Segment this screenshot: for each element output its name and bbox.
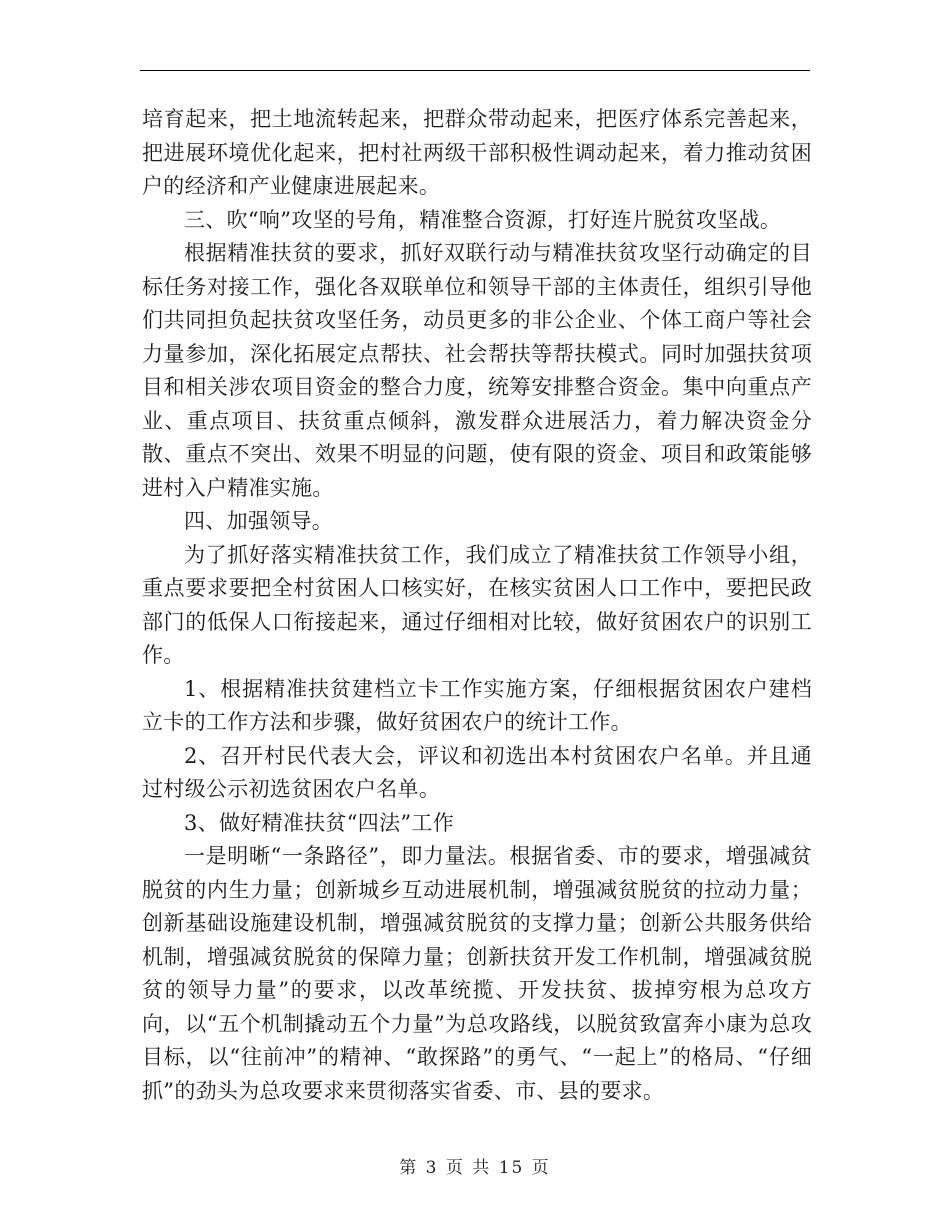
list-item-3: 3、做好精准扶贫“四法”工作 bbox=[184, 810, 455, 835]
paragraph-5: 为了抓好落实精准扶贫工作，我们成立了精准扶贫工作领导小组，重点要求要把全村贫困人口核实好，在核实贫困人口工作中，要把民政部门的低保人口衔接起来，通过仔细相对比较，做好贫困农户的识别工作。 bbox=[142, 542, 812, 667]
list-item-1: 1、根据精准扶贫建档立卡工作实施方案，仔细根据贫困农户建档立卡的工作方法和步骤，做好贫困农户的统计工作。 bbox=[142, 676, 812, 734]
section-heading-3: 三、吹“响”攻坚的号角，精准整合资源，打好连片脱贫攻坚战。 bbox=[184, 207, 782, 232]
paragraph-3: 根据精准扶贫的要求，抓好双联行动与精准扶贫攻坚行动确定的目标任务对接工作，强化各双联单位和领导干部的主体责任，组织引导他们共同担负起扶贫攻坚任务，动员更多的非公企业、个体工商户等社会力量参加，深化拓展定点帮扶、社会帮扶等帮扶模式。同时加强扶贫项目和相关涉农项目资金的整合力度，统筹安排整合资金。集中向重点产业、重点项目、扶贫重点倾斜，激发群众进展活力，着力解决资金分散、重点不突出、效果不明显的问题，使有限的资金、项目和政策能够进村入户精准实施。 bbox=[142, 241, 812, 500]
list-item-2: 2、召开村民代表大会，评议和初选出本村贫困农户名单。并且通过村级公示初选贫困农户名单。 bbox=[142, 743, 812, 801]
document-body bbox=[142, 103, 812, 1108]
paragraph-1: 培育起来，把土地流转起来，把群众带动起来，把医疗体系完善起来，把进展环境优化起来，把村社两级干部积极性调动起来，着力推动贫困户的经济和产业健康进展起来。 bbox=[142, 107, 812, 198]
paragraph-9: 一是明晰“一条路径”，即力量法。根据省委、市的要求，增强减贫脱贫的内生力量；创新城乡互动进展机制，增强减贫脱贫的拉动力量；创新基础设施建设机制，增强减贫脱贫的支撑力量；创新公共服务供给机制，增强减贫脱贫的保障力量；创新扶贫开发工作机制，增强减贫脱贫的领导力量”的要求，以改革统揽、开发扶贫、拔掉穷根为总攻方向，以“五个机制撬动五个力量”为总攻路线，以脱贫致富奔小康为总攻目标，以“往前冲”的精神、“敢探路”的勇气、“一起上”的格局、“仔细抓”的劲头为总攻要求来贯彻落实省委、市、县的要求。 bbox=[142, 844, 812, 1103]
section-heading-4: 四、加强领导。 bbox=[184, 509, 334, 533]
header-rule bbox=[140, 70, 810, 71]
page-number: 第 3 页 共 15 页 bbox=[399, 1158, 551, 1178]
